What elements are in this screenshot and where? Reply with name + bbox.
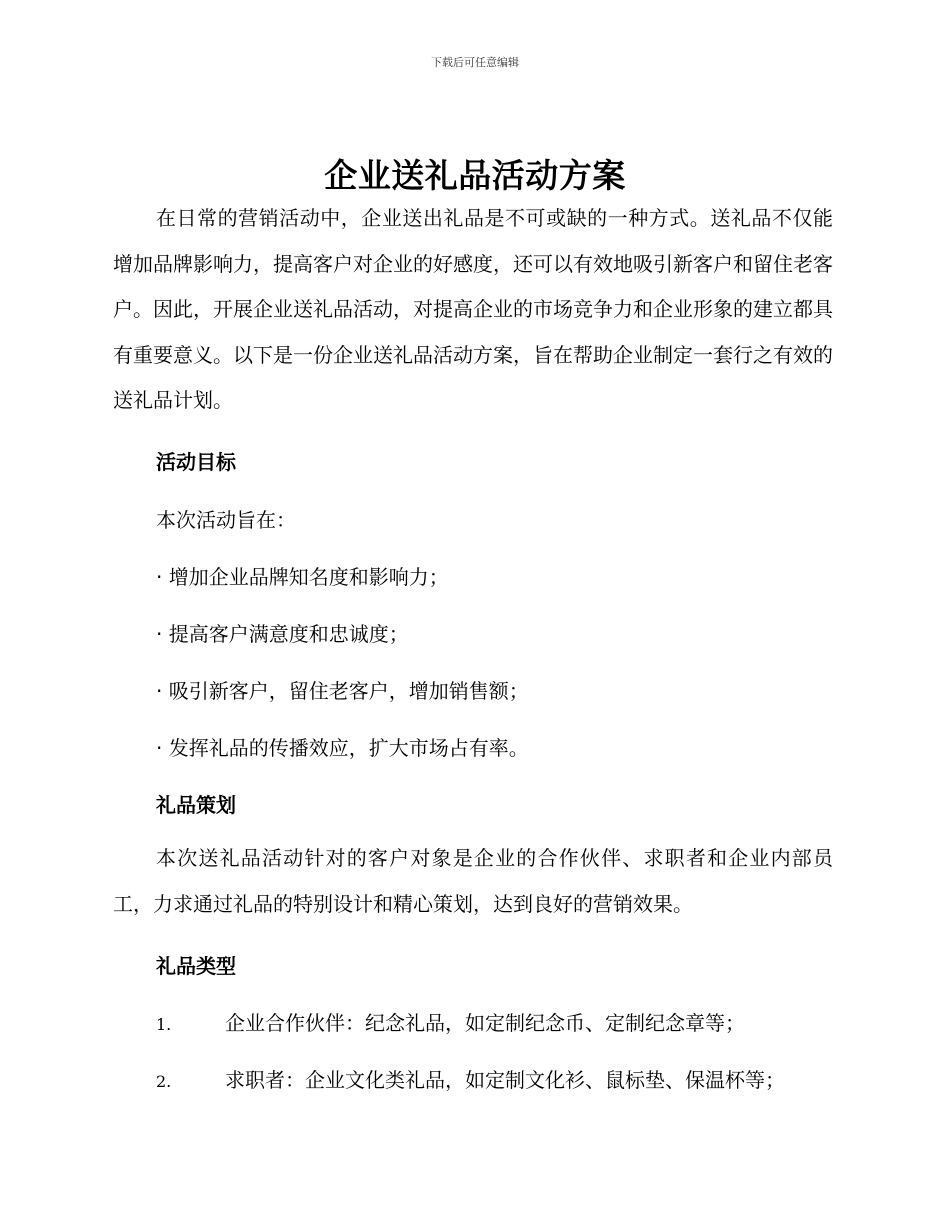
list-number: 2. (156, 1072, 172, 1091)
section-heading-gift-types: 礼品类型 (156, 954, 236, 978)
goal-bullet-3: · 吸引新客户，留住老客户，增加销售额； (156, 679, 529, 703)
page-header-note: 下载后可任意编辑 (431, 56, 519, 69)
list-number: 1. (156, 1015, 172, 1034)
intro-paragraph: 在日常的营销活动中，企业送出礼品是不可或缺的一种方式。送礼品不仅能增加品牌影响力，提高客户对企业的好感度，还可以有效地吸引新客户和留住老客户。因此，开展企业送礼品活动，对提高企业的市场竞争力和企业形象的建立都具有重要意义。以下是一份企业送礼品活动方案，旨在帮助企业制定一套行之有效的送礼品计划。 (113, 206, 833, 413)
list-item-text: 求职者：企业文化类礼品，如定制文化衫、鼠标垫、保温杯等； (225, 1068, 785, 1092)
goal-bullet-4: · 发挥礼品的传播效应，扩大市场占有率。 (156, 736, 529, 760)
goal-bullet-1: · 增加企业品牌知名度和影响力； (156, 565, 449, 589)
planning-paragraph: 本次送礼品活动针对的客户对象是企业的合作伙伴、求职者和企业内部员工，力求通过礼品的特别设计和精心策划，达到良好的营销效果。 (113, 846, 833, 916)
gift-type-item-2 (156, 1064, 785, 1093)
document-title: 企业送礼品活动方案 (324, 156, 626, 195)
section-heading-goals: 活动目标 (156, 450, 236, 474)
goals-lead-text: 本次活动旨在： (156, 508, 296, 532)
gift-type-item-1 (156, 1007, 745, 1036)
goal-bullet-2: · 提高客户满意度和忠诚度； (156, 622, 409, 646)
list-item-text: 企业合作伙伴：纪念礼品，如定制纪念币、定制纪念章等； (225, 1011, 745, 1035)
section-heading-planning: 礼品策划 (156, 793, 236, 817)
